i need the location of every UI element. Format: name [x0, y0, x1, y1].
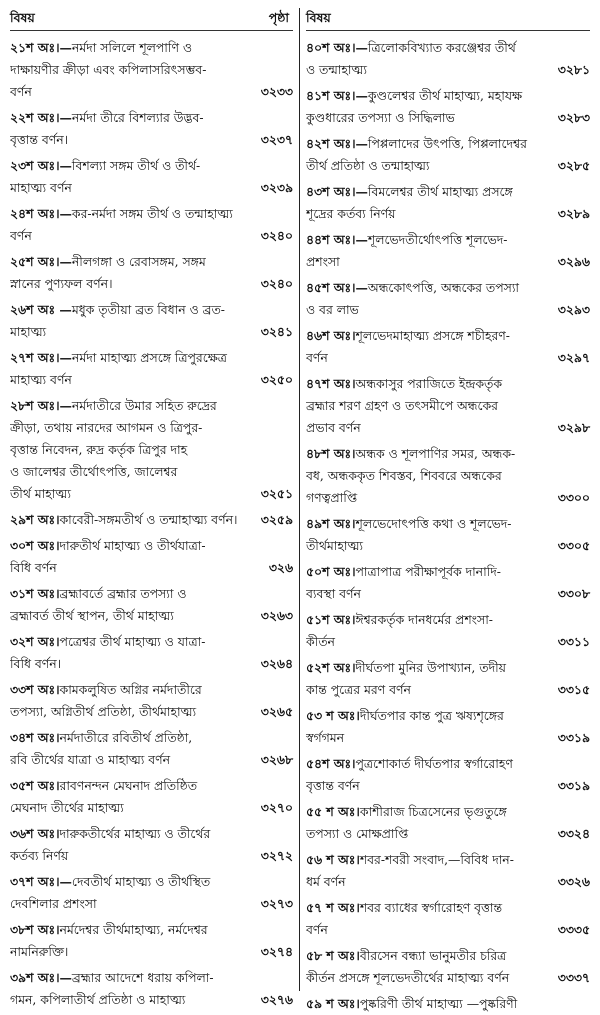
- entry-line: [306, 133, 590, 155]
- entry-line: [10, 225, 293, 247]
- entry-title-text: অন্ধকাসুর পরাজিতে ইন্দ্রকর্তৃক: [355, 376, 503, 391]
- entry-title-text: কাশীরাজ চিত্রসেনের ভৃগুতুঙ্গে: [359, 804, 507, 819]
- entry-title-text: কর-নর্মদা সঙ্গম তীর্থ ও তন্মাহাত্ম্য: [71, 206, 233, 221]
- entry-line: [306, 347, 590, 369]
- entry-title-text: ঈশ্বরকর্তৃক দানধর্মের প্রশংসা-: [355, 612, 493, 627]
- index-entry: [306, 277, 590, 321]
- entry-title-text: শূলভেদতীর্থোৎপত্তি শূলভেদ-: [367, 232, 508, 247]
- chapter-number: ৫৮ শ অঃ।: [306, 948, 360, 963]
- chapter-number: ২৬শ অঃ —: [10, 302, 72, 317]
- chapter-number: ৩৯শ অঃ।—: [10, 970, 72, 985]
- left-column: [6, 8, 300, 1007]
- page-number: ৩২৬৪: [260, 656, 293, 671]
- entry-title-text: কর্তব্য নির্ণয়: [10, 848, 69, 863]
- entry-line: [306, 487, 590, 509]
- entry-line: [306, 657, 590, 679]
- left-header: [10, 8, 293, 31]
- entry-title-text: শূলভেদমাহাত্ম্য প্রসঙ্গে শচীহরণ-: [355, 328, 510, 343]
- entry-line: [10, 81, 293, 103]
- entry-line: [10, 177, 293, 199]
- entry-line: [10, 941, 293, 963]
- entry-line: [10, 583, 293, 605]
- index-entry: [10, 251, 293, 295]
- entry-line: [306, 155, 590, 177]
- entry-line: [10, 299, 293, 321]
- entry-title-text: নর্মদা মাহাত্ম্য প্রসঙ্গে ত্রিপুরক্ষেত্র: [71, 350, 227, 365]
- chapter-number: ৪৪শ অঃ।—: [306, 232, 368, 247]
- entry-line: [10, 775, 293, 797]
- entry-title-text: দারুতীর্থ মাহাত্ম্য ও তীর্থযাত্রা-: [59, 538, 206, 553]
- entry-title-text: ও জালেশ্বর তীর্থোৎপত্তি, জালেশ্বর: [10, 464, 178, 479]
- entry-title-text: মাহাত্ম্য বর্ণন: [10, 180, 72, 195]
- entry-title-text: ত্রিলোকবিখ্যাত করঞ্জেশ্বর তীর্থ: [367, 40, 516, 55]
- chapter-number: ৪১শ অঃ।—: [306, 88, 368, 103]
- entry-line: [306, 919, 590, 941]
- page-number: ৩২৫০: [260, 372, 293, 387]
- entry-line: [10, 919, 293, 941]
- entry-title-text: শূদ্রের কর্তব্য নির্ণয়: [306, 206, 396, 221]
- entry-line: [306, 631, 590, 653]
- entry-title-text: নর্মদাতীরে উমার সহিত রুদ্রের: [71, 398, 217, 413]
- page-number: ৩২৬৫: [260, 704, 293, 719]
- entry-title-text: প্রভাব বর্ণন: [306, 420, 361, 435]
- page-number: ৩২৯৭: [557, 350, 590, 365]
- entry-line: [306, 181, 590, 203]
- entry-title-text: শবর ব্যাধের স্বর্গারোহণ বৃত্তান্ত: [359, 900, 503, 915]
- chapter-number: ২১শ অঃ।—: [10, 40, 72, 55]
- page-number: ৩২৭২: [260, 848, 293, 863]
- entry-line: [10, 37, 293, 59]
- page-number: ৩২৯৬: [557, 254, 590, 269]
- entry-line: [306, 753, 590, 775]
- chapter-number: ৪৭শ অঃ।: [306, 376, 356, 391]
- page-number: ৩৩০৫: [557, 538, 590, 553]
- chapter-number: ২৯শ অঃ।: [10, 512, 60, 527]
- entry-title-text: ব্রহ্মার আদেশে ধরায় কপিলা-: [71, 970, 214, 985]
- entry-line: [10, 417, 293, 439]
- page-number: ৩৩৩৭: [557, 970, 590, 985]
- entry-line: [10, 557, 293, 579]
- entry-title-text: মাহাত্ম্য: [10, 324, 47, 339]
- entry-line: [306, 967, 590, 989]
- index-entry: [306, 753, 590, 797]
- entry-line: [306, 251, 590, 273]
- entry-title-text: তীর্থ প্রতিষ্ঠা ও তন্মাহাত্ম্য: [306, 158, 430, 173]
- entry-line: [306, 417, 590, 439]
- index-entry: [306, 37, 590, 81]
- entry-title-text: বর্ণন: [306, 350, 328, 365]
- entry-title-text: কুণ্ডলেশ্বর তীর্থ মাহাত্ম্য, মহাযক্ষ: [367, 88, 523, 103]
- index-entry: [10, 37, 293, 103]
- entry-line: [306, 679, 590, 701]
- entry-line: [10, 631, 293, 653]
- entry-title-text: নর্মদাতীরে রবিতীর্থ প্রতিষ্ঠা,: [59, 730, 193, 745]
- chapter-number: ৫৪শ অঃ।: [306, 756, 356, 771]
- entry-line: [306, 107, 590, 129]
- subject-heading: বিষয়: [10, 10, 35, 25]
- index-entry: [306, 443, 590, 509]
- entry-line: [306, 897, 590, 919]
- entry-line: [306, 561, 590, 583]
- index-entry: [10, 631, 293, 675]
- index-entry: [10, 509, 293, 531]
- chapter-number: ২৫শ অঃ।—: [10, 254, 72, 269]
- chapter-number: ৪০শ অঃ।—: [306, 40, 368, 55]
- entry-line: [10, 749, 293, 771]
- index-entry: [10, 535, 293, 579]
- entry-title-text: ক্রীড়া, তথায় নারদের আগমন ও ত্রিপুর-: [10, 420, 203, 435]
- chapter-number: ৩৩শ অঃ।: [10, 682, 60, 697]
- entry-title-text: বর্ণন: [306, 922, 328, 937]
- entry-line: [10, 59, 293, 81]
- index-entry: [10, 871, 293, 915]
- entry-line: [306, 373, 590, 395]
- entry-title-text: বীরসেন বন্ধ্যা ভানুমতীর চরিত্র: [359, 948, 507, 963]
- entry-line: [10, 679, 293, 701]
- chapter-number: ৩৬শ অঃ।: [10, 826, 60, 841]
- entry-line: [306, 395, 590, 417]
- entry-line: [306, 325, 590, 347]
- entry-line: [10, 155, 293, 177]
- entry-title-text: বিধি বর্ণন: [10, 560, 57, 575]
- page-number: ৩২৭০: [260, 800, 293, 815]
- page-number: ৩৩১৫: [557, 682, 590, 697]
- entry-line: [306, 59, 590, 81]
- index-entry: [10, 395, 293, 505]
- entry-title-text: দেবশিলার প্রশংসা: [10, 896, 97, 911]
- page-number: ৩২৯৮: [557, 420, 590, 435]
- entry-line: [306, 443, 590, 465]
- page-number: ৩৩১১: [557, 634, 590, 649]
- entry-line: [306, 945, 590, 967]
- entry-title-text: কুণ্ডধারের তপস্যা ও সিদ্ধিলাভ: [306, 110, 455, 125]
- entry-line: [10, 251, 293, 273]
- entry-title-text: তপস্যা ও মোক্ষপ্রাপ্তি: [306, 826, 409, 841]
- page-number: ৩২৬: [268, 560, 293, 575]
- entry-title-text: মেঘনাদ তীর্থের মাহাত্ম্য: [10, 800, 124, 815]
- chapter-number: ৩২শ অঃ।: [10, 634, 60, 649]
- entry-title-text: কামকলুষিত অগ্নির নর্মদাতীরে: [59, 682, 202, 697]
- entry-line: [10, 845, 293, 867]
- entry-line: [306, 727, 590, 749]
- entry-title-text: নামনিরুক্তি।: [10, 944, 69, 959]
- entry-line: [306, 775, 590, 797]
- entry-title-text: দেবতীর্থ মাহাত্ম্য ও তীর্থস্থিত: [71, 874, 211, 889]
- chapter-number: ৫৯ শ অঃ।: [306, 996, 360, 1011]
- entry-title-text: পত্রেশ্বর তীর্থ মাহাত্ম্য ও যাত্রা-: [59, 634, 206, 649]
- entry-line: [10, 461, 293, 483]
- index-entry: [306, 849, 590, 893]
- page-number: ৩৩১৯: [557, 778, 590, 793]
- index-entry: [10, 679, 293, 723]
- index-entry: [306, 513, 590, 557]
- entry-line: [306, 277, 590, 299]
- entry-title-text: ব্রহ্মাবর্তে ব্রহ্মার তপস্যা ও: [59, 586, 187, 601]
- entry-title-text: বিমলেশ্বর তীর্থ মাহাত্ম্য প্রসঙ্গে: [367, 184, 513, 199]
- index-entry: [306, 657, 590, 701]
- entry-title-text: বিশল্যা সঙ্গম তীর্থ ও তীর্থ-: [71, 158, 201, 173]
- page-number: ৩৩১৯: [557, 730, 590, 745]
- entry-line: [306, 229, 590, 251]
- page-number: ৩২৩৭: [260, 132, 293, 147]
- entry-title-text: তীর্থমাহাত্ম্য: [306, 538, 363, 553]
- page-number: ৩২৪০: [260, 228, 293, 243]
- chapter-number: ২৭শ অঃ।—: [10, 350, 72, 365]
- entry-title-text: নীলগঙ্গা ও রেবাসঙ্গম, সঙ্গম: [71, 254, 206, 269]
- entry-line: [10, 395, 293, 417]
- subject-heading-right: বিষয়: [306, 10, 331, 25]
- entry-title-text: পাত্রাপাত্র পরীক্ষাপূর্বক দানাদি-: [355, 564, 501, 579]
- entry-title-text: ব্যবস্থা বর্ণন: [306, 586, 361, 601]
- entry-title-text: অন্ধকোৎপত্তি, অন্ধকের তপস্যা: [367, 280, 520, 295]
- index-entry: [306, 373, 590, 439]
- page-number: ৩২৮৩: [557, 110, 590, 125]
- page-number: ৩৩০৮: [557, 586, 590, 601]
- entry-title-text: বৃত্তান্ত বর্ণন।: [10, 132, 69, 147]
- entry-line: [306, 299, 590, 321]
- entry-title-text: নর্মদা সলিলে শূলপাণি ও: [71, 40, 192, 55]
- page-number: ৩২৮৯: [557, 206, 590, 221]
- right-entry-list: [306, 37, 590, 1015]
- index-entry: [306, 993, 590, 1015]
- chapter-number: ২৩শ অঃ।—: [10, 158, 72, 173]
- right-column: [300, 8, 594, 1011]
- index-entry: [10, 775, 293, 819]
- entry-title-text: ব্রহ্মার শরণ গ্রহণ ও তৎসমীপে অন্ধকের: [306, 398, 498, 413]
- page-number: ৩২৫১: [260, 486, 293, 501]
- entry-line: [306, 993, 590, 1015]
- chapter-number: ৫৫ শ অঃ।: [306, 804, 360, 819]
- index-entry: [10, 107, 293, 151]
- left-entry-list: [10, 37, 293, 1011]
- page-heading: পৃষ্ঠা: [268, 10, 289, 25]
- page-number: ৩৩৩৫: [557, 922, 590, 937]
- index-entry: [10, 347, 293, 391]
- entry-line: [10, 797, 293, 819]
- entry-line: [306, 203, 590, 225]
- entry-title-text: পিপ্পলাদের উৎপত্তি, পিপ্পলাদেশ্বর: [367, 136, 527, 151]
- index-entry: [306, 325, 590, 369]
- entry-title-text: বিধি বর্ণন।: [10, 656, 62, 671]
- entry-title-text: পুষ্করিণী তীর্থ মাহাত্ম্য —পুষ্করিণী: [359, 996, 518, 1011]
- page-number: ৩২৫৯: [260, 512, 293, 527]
- entry-line: [10, 321, 293, 343]
- chapter-number: ২৮শ অঃ।—: [10, 398, 72, 413]
- entry-title-text: স্বর্গগমন: [306, 730, 345, 745]
- entry-line: [306, 85, 590, 107]
- entry-title-text: বৃত্তান্ত নিবেদন, রুদ্র কর্তৃক ত্রিপুর দাহ: [10, 442, 188, 457]
- entry-line: [10, 273, 293, 295]
- chapter-number: ৩০শ অঃ।: [10, 538, 60, 553]
- entry-title-text: রবি তীর্থের যাত্রা ও মাহাত্ম্য বর্ণন: [10, 752, 171, 767]
- entry-title-text: কান্ত পুত্রের মরণ বর্ণন: [306, 682, 411, 697]
- entry-title-text: গমন, কপিলাতীর্থ প্রতিষ্ঠা ও মাহাত্ম্য: [10, 992, 186, 1007]
- entry-title-text: তীর্থ মাহাত্ম্য: [10, 486, 71, 501]
- entry-line: [10, 823, 293, 845]
- page-number: ৩২৩৩: [260, 84, 293, 99]
- index-entry: [10, 203, 293, 247]
- entry-title-text: নর্মদা তীরে বিশল্যার উদ্ভব-: [71, 110, 204, 125]
- entry-title-text: কাবেরী-সঙ্গমতীর্থ ও তন্মাহাত্ম্য বর্ণন।: [59, 512, 238, 527]
- index-entry: [10, 727, 293, 771]
- index-entry: [306, 897, 590, 941]
- entry-title-text: ধর্ম বর্ণন: [306, 874, 346, 889]
- entry-line: [10, 369, 293, 391]
- entry-title-text: বৃত্তান্ত বর্ণন: [306, 778, 360, 793]
- entry-title-text: শবর-শবরী সংবাদ,—বিবিধ দান-: [359, 852, 514, 867]
- entry-title-text: দারুকতীর্থের মাহাত্ম্য ও তীর্থের: [59, 826, 211, 841]
- entry-line: [306, 583, 590, 605]
- chapter-number: ২৪শ অঃ।—: [10, 206, 72, 221]
- page-number: ৩২৬৮: [260, 752, 293, 767]
- chapter-number: ৪৯শ অঃ।: [306, 516, 356, 531]
- entry-line: [10, 871, 293, 893]
- index-entry: [306, 801, 590, 845]
- chapter-number: ৫১শ অঃ।: [306, 612, 356, 627]
- index-entry: [306, 85, 590, 129]
- right-header: [306, 8, 590, 31]
- entry-title-text: ও তন্মাহাত্ম্য: [306, 62, 367, 77]
- page-number: ৩৩২৬: [557, 874, 590, 889]
- entry-line: [10, 535, 293, 557]
- page-number: ৩৩০০: [557, 490, 590, 505]
- chapter-number: ৫৩ শ অঃ।: [306, 708, 360, 723]
- page-number: ৩২৬৩: [260, 608, 293, 623]
- chapter-number: ৫২শ অঃ।: [306, 660, 356, 675]
- entry-line: [10, 129, 293, 151]
- entry-title-text: বর্ণন: [10, 84, 32, 99]
- entry-title-text: তপস্যা, অগ্নিতীর্থ প্রতিষ্ঠা, তীর্থমাহাত্ম্য: [10, 704, 197, 719]
- entry-title-text: মধুক তৃতীয়া ব্রত বিধান ও ব্রত-: [71, 302, 225, 317]
- entry-line: [10, 347, 293, 369]
- entry-line: [10, 967, 293, 989]
- entry-line: [306, 849, 590, 871]
- chapter-number: ২২শ অঃ।—: [10, 110, 72, 125]
- entry-line: [306, 705, 590, 727]
- entry-title-text: রাবণনন্দন মেঘনাদ প্রতিষ্ঠিত: [59, 778, 197, 793]
- entry-line: [306, 513, 590, 535]
- page-number: ৩২৮৫: [557, 158, 590, 173]
- entry-title-text: গণত্বপ্রাপ্তি: [306, 490, 357, 505]
- page-number: ৩২৭৩: [260, 896, 293, 911]
- chapter-number: ৩১শ অঃ।: [10, 586, 60, 601]
- chapter-number: ৩৮শ অঃ।: [10, 922, 60, 937]
- entry-line: [10, 439, 293, 461]
- index-entry: [10, 967, 293, 1011]
- entry-line: [306, 801, 590, 823]
- page-number: ৩৩২৪: [557, 826, 590, 841]
- page-number: ৩২৭৬: [260, 992, 293, 1007]
- entry-title-text: শূলভেদোৎপত্তি কথা ও শূলভেদ-: [355, 516, 512, 531]
- entry-title-text: বধ, অন্ধককৃত শিবস্তব, শিববরে অন্ধকের: [306, 468, 502, 483]
- entry-title-text: মাহাত্ম্য বর্ণন: [10, 372, 72, 387]
- entry-line: [10, 509, 293, 531]
- entry-line: [306, 535, 590, 557]
- entry-line: [306, 609, 590, 631]
- index-entry: [10, 919, 293, 963]
- chapter-number: ৫৬ শ অঃ।: [306, 852, 360, 867]
- entry-line: [10, 483, 293, 505]
- entry-title-text: স্নানের পুণ্যফল বর্ণন।: [10, 276, 113, 291]
- chapter-number: ৫৭ শ অঃ।: [306, 900, 360, 915]
- index-entry: [306, 229, 590, 273]
- entry-line: [10, 701, 293, 723]
- entry-title-text: দাক্ষায়ণীর ক্রীড়া এবং কপিলাসরিৎসম্ভব-: [10, 62, 207, 77]
- chapter-number: ৩৪শ অঃ।: [10, 730, 60, 745]
- chapter-number: ৪৫শ অঃ।—: [306, 280, 368, 295]
- entry-title-text: কীর্তন প্রসঙ্গে শূলভেদতীর্থের মাহাত্ম্য বর্ণন: [306, 970, 510, 985]
- entry-title-text: প্রশংসা: [306, 254, 340, 269]
- page-number: ৩২৭৪: [260, 944, 293, 959]
- entry-title-text: ও বর লাভ: [306, 302, 359, 317]
- index-entry: [10, 823, 293, 867]
- columns: [6, 8, 594, 1011]
- page-number: ৩২৩৯: [260, 180, 293, 195]
- entry-line: [306, 871, 590, 893]
- page-number: ৩২৪০: [260, 276, 293, 291]
- chapter-number: ৪৬শ অঃ।: [306, 328, 356, 343]
- chapter-number: ৫০শ অঃ।: [306, 564, 356, 579]
- entry-title-text: নর্মদেশ্বর তীর্থমাহাত্ম্য, নর্মদেশ্বর: [59, 922, 208, 937]
- index-entry: [306, 133, 590, 177]
- entry-line: [10, 107, 293, 129]
- chapter-number: ৪২শ অঃ।—: [306, 136, 368, 151]
- entry-title-text: বর্ণন: [10, 228, 32, 243]
- entry-title-text: দীর্ঘতপা মুনির উপাখ্যান, তদীয়: [355, 660, 506, 675]
- index-entry: [306, 705, 590, 749]
- entry-line: [10, 653, 293, 675]
- chapter-number: ৩৭শ অঃ।—: [10, 874, 72, 889]
- page-number: ৩২৪১: [260, 324, 293, 339]
- entry-title-text: কীর্তন: [306, 634, 335, 649]
- index-entry: [10, 155, 293, 199]
- entry-line: [306, 465, 590, 487]
- index-entry: [306, 945, 590, 989]
- index-entry: [306, 561, 590, 605]
- entry-line: [306, 823, 590, 845]
- entry-title-text: দীর্ঘতপার কান্ত পুত্র ঋষ্যশৃঙ্গের: [359, 708, 504, 723]
- page-number: ৩২৮১: [557, 62, 590, 77]
- entry-line: [10, 605, 293, 627]
- entry-title-text: অন্ধক ও শূলপাণির সমর, অন্ধক-: [355, 446, 516, 461]
- index-entry: [10, 583, 293, 627]
- entry-line: [306, 37, 590, 59]
- chapter-number: ৪৩শ অঃ।—: [306, 184, 368, 199]
- page-number: ৩২৯৩: [557, 302, 590, 317]
- index-entry: [306, 181, 590, 225]
- entry-title-text: পুত্রশোকার্ত দীর্ঘতপার স্বর্গারোহণ: [355, 756, 513, 771]
- entry-line: [10, 989, 293, 1011]
- entry-line: [10, 893, 293, 915]
- chapter-number: ৪৮শ অঃ।: [306, 446, 356, 461]
- chapter-number: ৩৫শ অঃ।: [10, 778, 60, 793]
- index-entry: [10, 299, 293, 343]
- entry-line: [10, 203, 293, 225]
- index-entry: [306, 609, 590, 653]
- entry-line: [10, 727, 293, 749]
- entry-title-text: ব্রহ্মাবর্ত তীর্থ স্থাপন, তীর্থ মাহাত্ম্য: [10, 608, 174, 623]
